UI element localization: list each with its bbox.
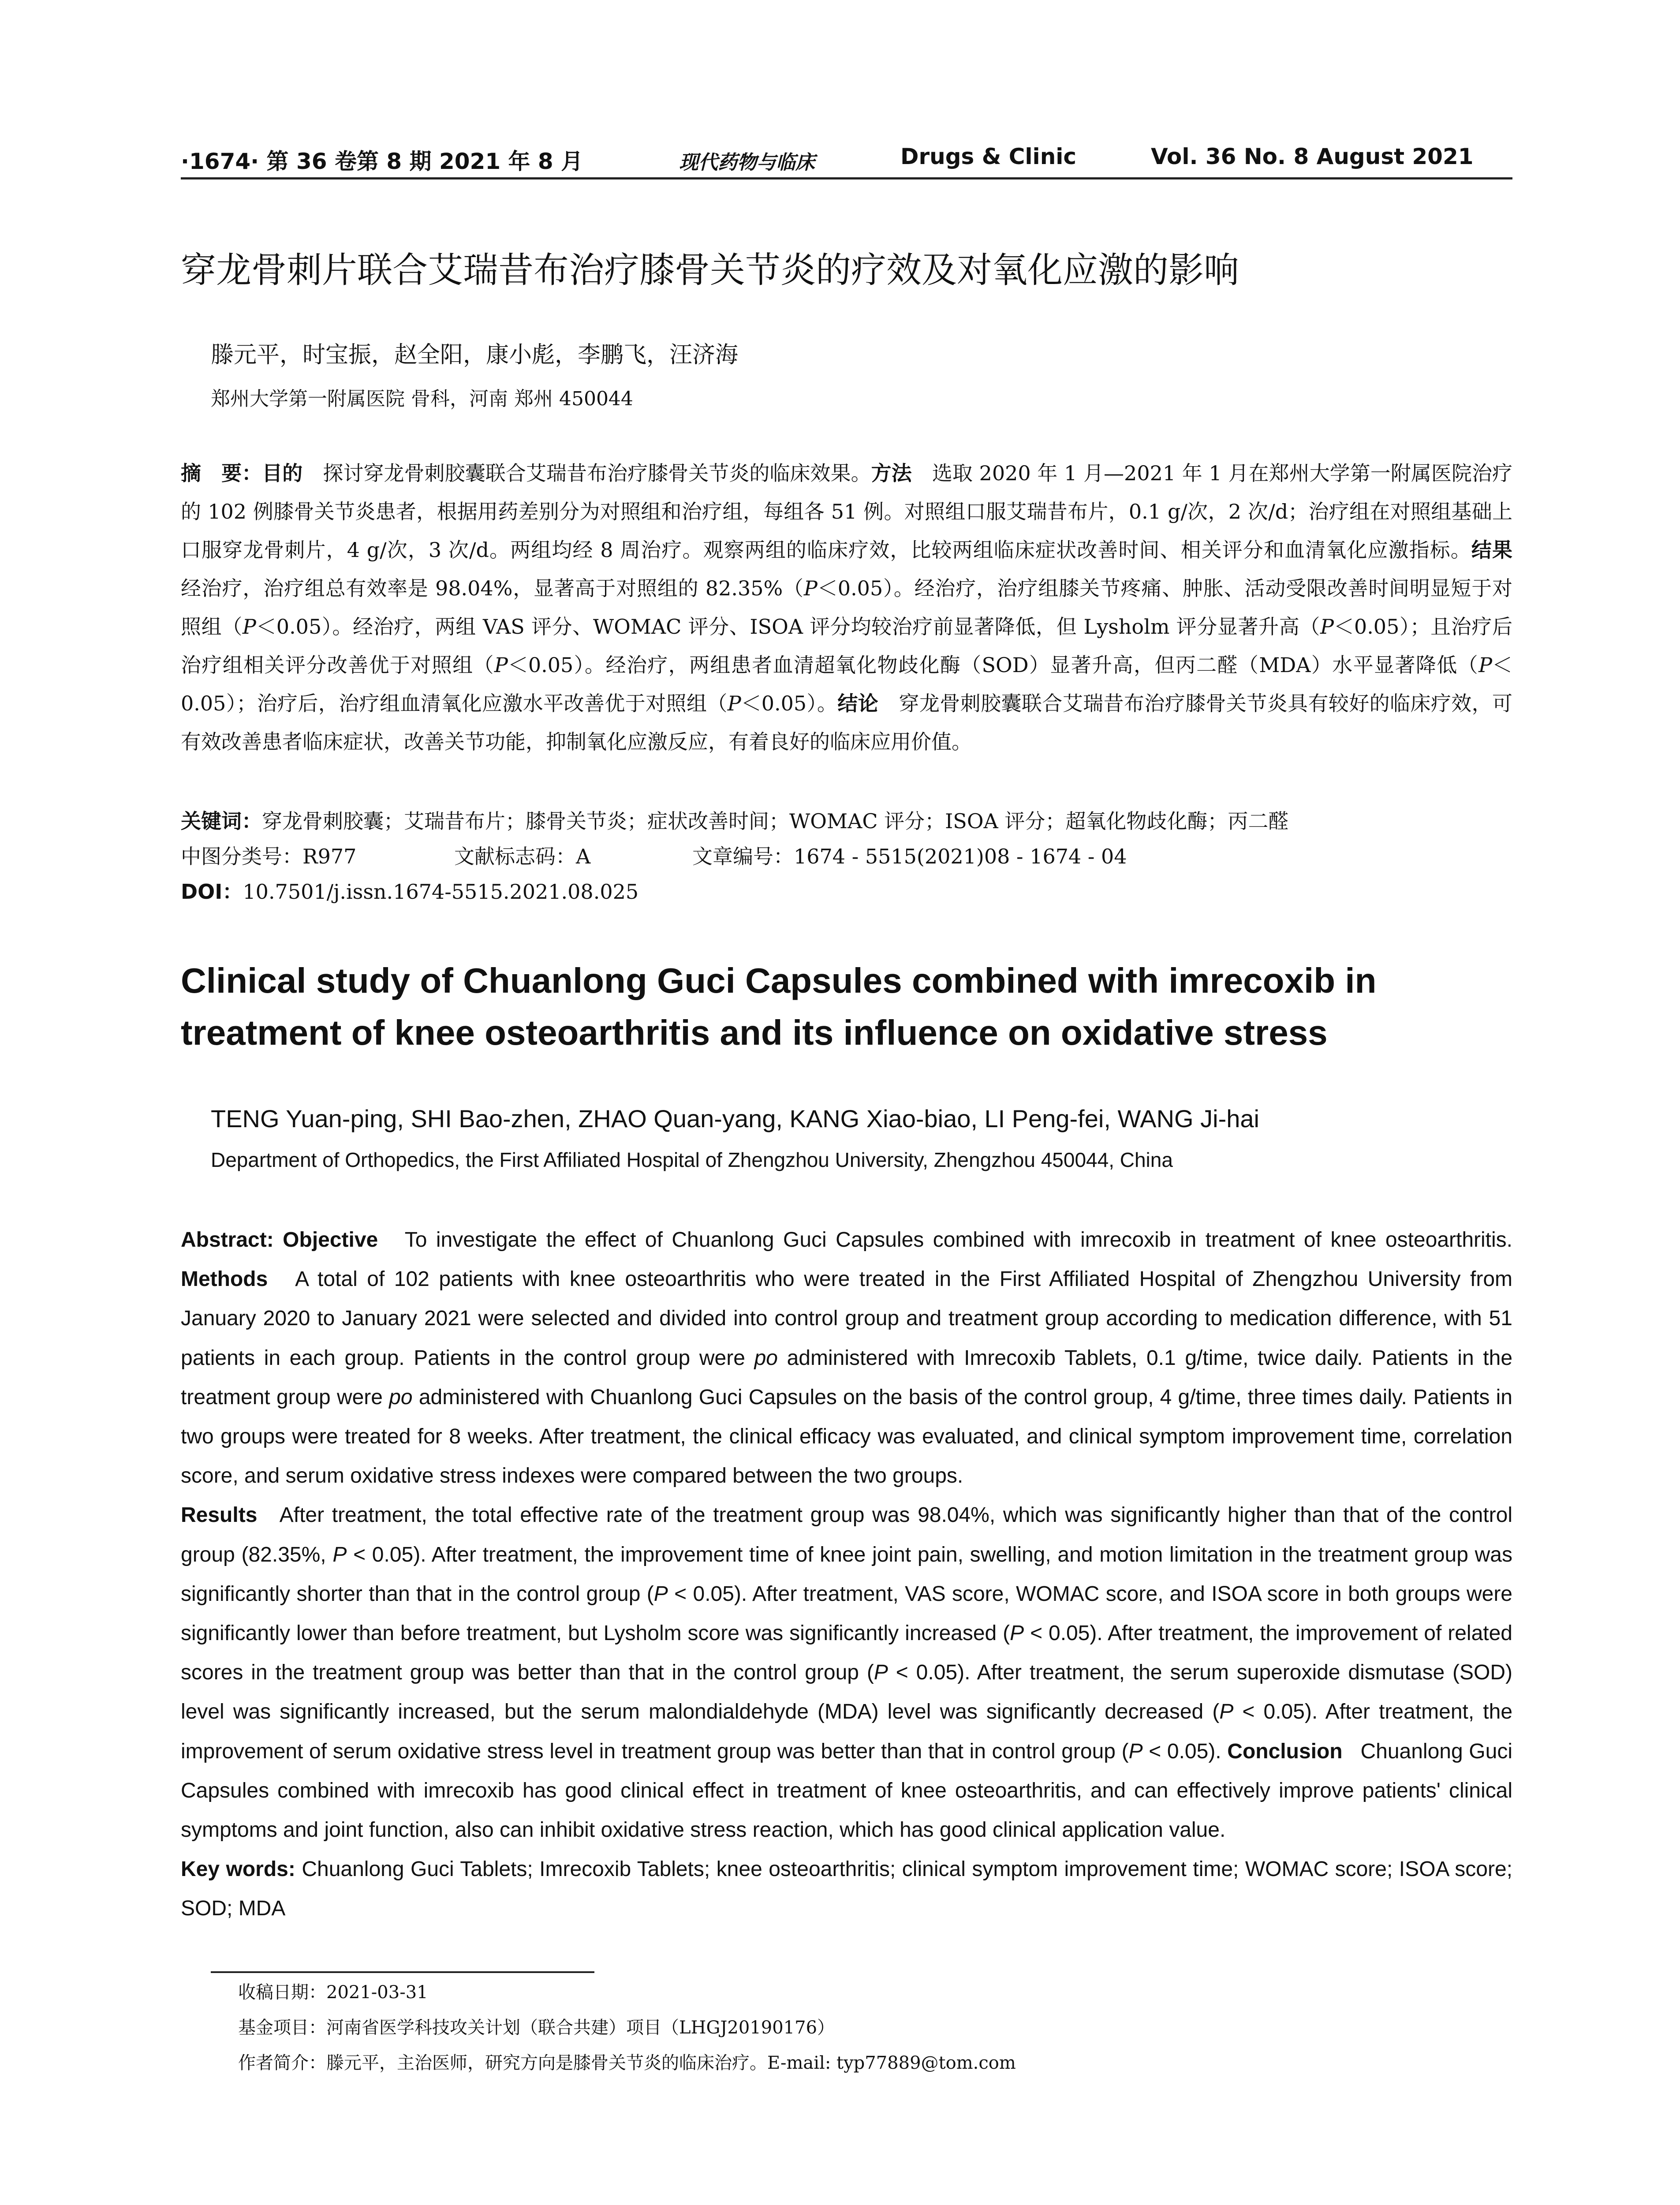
footnote-fund: 基金项目：河南省医学科技攻关计划（联合共建）项目（LHGJ20190176） (238, 2018, 835, 2038)
header-rule (181, 177, 1512, 179)
p-symbol: P (332, 1543, 347, 1566)
doi-value[interactable]: 10.7501/j.issn.1674-5515.2021.08.025 (243, 880, 639, 904)
clc-label: 中图分类号： (181, 845, 302, 868)
results-en-text: < 0.05). (1149, 1739, 1221, 1763)
results-en-text: < 0.05). After treatment, the improvement of serum oxidative stress level in treatment group was better than that in control group ( (181, 1700, 1513, 1763)
results-cn-text: 经治疗，治疗组总有效率是 98.04%，显著高于对照组的 82.35%（ (181, 576, 804, 600)
p-symbol: P (494, 653, 508, 677)
conclusion-en-label: Conclusion (1227, 1739, 1343, 1763)
authors-cn: 滕元平，时宝振，赵全阳，康小彪，李鹏飞，汪济海 (211, 342, 739, 368)
title-en: Clinical study of Chuanlong Guci Capsules combined with imrecoxib in treatment of knee osteoarthritis and its influence on oxidative stress (181, 961, 1377, 1052)
p-symbol: P (874, 1661, 888, 1685)
doi-line (181, 874, 1512, 909)
footnote-received: 收稿日期：2021-03-31 (238, 1982, 428, 2003)
results-cn-text: ＜0.05）；且治疗后治疗组相关评分改善优于对照组（ (181, 615, 1513, 677)
metadata-cn (181, 804, 1512, 909)
keywords-en-label: Key words: (181, 1857, 295, 1881)
classification-line (181, 839, 1512, 874)
methods-cn-label: 方法 (871, 461, 912, 485)
doi-label: DOI： (181, 880, 243, 904)
p-symbol: P (727, 691, 741, 715)
p-symbol: P (1320, 615, 1334, 639)
objective-en-label: Objective (283, 1228, 378, 1252)
header-page-issue: ·1674· 第 36 卷第 8 期 2021 年 8 月 (181, 149, 583, 174)
running-header (181, 140, 1512, 176)
objective-en-text: To investigate the effect of Chuanlong Guci Capsules combined with imrecoxib in treatment of knee osteoarthritis. (404, 1228, 1513, 1252)
keywords-cn-text: 穿龙骨刺胶囊；艾瑞昔布片；膝骨关节炎；症状改善时间；WOMAC 评分；ISOA 评分；超氧化物歧化酶；丙二醛 (262, 809, 1289, 833)
header-volume: Vol. 36 No. 8 August 2021 (1151, 144, 1474, 169)
conclusion-cn-text: 穿龙骨刺胶囊联合艾瑞昔布治疗膝骨关节炎具有较好的临床疗效，可有效改善患者临床症状，改善关节功能，抑制氧化应激反应，有着良好的临床应用价值。 (181, 691, 1513, 754)
abstract-en-label: Abstract: (181, 1228, 274, 1252)
authors-en: TENG Yuan-ping, SHI Bao-zhen, ZHAO Quan-yang, KANG Xiao-biao, LI Peng-fei, WANG Ji-hai (211, 1105, 1259, 1132)
doc-code-value: A (576, 845, 591, 868)
abstract-en (181, 1220, 1512, 1928)
doc-code-label: 文献标志码： (454, 845, 576, 868)
footnote-rule (211, 1971, 594, 1973)
po-abbrev: po (754, 1346, 778, 1370)
results-en-text: After treatment, the total effective rate of the treatment group was 98.04%, which was significantly higher than that of the control group (82.35%, (181, 1503, 1513, 1566)
p-symbol: P (803, 576, 818, 600)
p-symbol: P (1010, 1622, 1024, 1645)
title-cn: 穿龙骨刺片联合艾瑞昔布治疗膝骨关节炎的疗效及对氧化应激的影响 (181, 250, 1239, 291)
header-journal-cn: 现代药物与临床 (679, 151, 815, 174)
conclusion-en-text: Chuanlong Guci Capsules combined with imrecoxib has good clinical effect in treatment of knee osteoarthritis, and can effectively improve patients' clinical symptoms and joint function, also can inhibit oxidative stress reaction, which has good clinical application value. (181, 1739, 1512, 1842)
article-number-label: 文章编号： (692, 845, 794, 868)
article-number-value: 1674 - 5515(2021)08 - 1674 - 04 (794, 845, 1127, 868)
methods-en-label: Methods (181, 1267, 268, 1291)
results-cn-label: 结果 (1471, 538, 1512, 562)
results-en-text: < 0.05). After treatment, the serum superoxide dismutase (SOD) level was significantly increased, but the serum malondialdehyde (MDA) level was significantly decreased ( (181, 1661, 1512, 1724)
results-en-label: Results (181, 1503, 258, 1527)
footnote-author: 作者简介：滕元平，主治医师，研究方向是膝骨关节炎的临床治疗。E-mail: typ77889@tom.com (238, 2053, 1016, 2073)
po-abbrev: po (389, 1385, 413, 1409)
results-en-text: < 0.05). After treatment, the improvement time of knee joint pain, swelling, and motion limitation in the treatment group was significantly shorter than that in the control group ( (181, 1543, 1512, 1606)
p-symbol: P (1128, 1739, 1143, 1763)
methods-en-text: administered with Imrecoxib Tablets, 0.1 g/time, twice daily. Patients in the treatment group were (181, 1346, 1513, 1409)
p-symbol: P (242, 615, 256, 639)
results-en-text: < 0.05). After treatment, the improvement of related scores in the treatment group was better than that in the control group ( (181, 1622, 1512, 1685)
methods-en-text: A total of 102 patients with knee osteoarthritis who were treated in the First Affiliated Hospital of Zhengzhou University from January 2020 to January 2021 were selected and divided into control group and treatment group according to medication difference, with 51 patients in each group. Patients in the control group were (181, 1267, 1513, 1370)
results-cn-text: ＜0.05）。经治疗，两组 VAS 评分、WOMAC 评分、ISOA 评分均较治疗前显著降低，但 Lysholm 评分显著升高（ (256, 615, 1320, 639)
results-cn-text: ＜0.05）。 (741, 691, 838, 715)
objective-cn-text: 探讨穿龙骨刺胶囊联合艾瑞昔布治疗膝骨关节炎的临床效果。 (323, 461, 871, 485)
header-journal-en: Drugs & Clinic (900, 144, 1077, 169)
abstract-cn-label: 摘 要： (181, 461, 262, 485)
clc-value: R977 (302, 845, 357, 868)
results-cn-text: ＜0.05）。经治疗，治疗组膝关节疼痛、肿胀、活动受限改善时间明显短于对照组（ (181, 576, 1513, 639)
p-symbol: P (1478, 653, 1493, 677)
conclusion-cn-label: 结论 (837, 691, 879, 715)
keywords-en-text: Chuanlong Guci Tablets; Imrecoxib Tablets; knee osteoarthritis; clinical symptom improvement time; WOMAC score; ISOA score; SOD; MDA (181, 1857, 1512, 1921)
keywords-cn (181, 804, 1512, 839)
methods-en-text: administered with Chuanlong Guci Capsules on the basis of the control group, 4 g/time, three times daily. Patients in two groups were treated for 8 weeks. After treatment, the clinical efficacy was evaluated, and clinical symptom improvement time, correlation score, and serum oxidative stress indexes were compared between the two groups. (181, 1385, 1512, 1488)
p-symbol: P (653, 1582, 668, 1606)
results-en-text: < 0.05). After treatment, VAS score, WOMAC score, and ISOA score in both groups were significantly lower than before treatment, but Lysholm score was significantly increased ( (181, 1582, 1513, 1645)
methods-cn-text: 选取 2020 年 1 月—2021 年 1 月在郑州大学第一附属医院治疗的 102 例膝骨关节炎患者，根据用药差别分为对照组和治疗组，每组各 51 例。对照组口服艾瑞昔布片，0.1 g/次，2 次/d；治疗组在对照组基础上口服穿龙骨刺片，4 g/次，3 次/d。两组均经 8 周治疗。观察两组的临床疗效，比较两组临床症状改善时间、相关评分和血清氧化应激指标。 (181, 461, 1513, 562)
abstract-cn (181, 454, 1512, 761)
p-symbol: P (1219, 1700, 1234, 1724)
keywords-cn-label: 关键词： (181, 809, 262, 833)
results-cn-text: ＜0.05）；治疗后，治疗组血清氧化应激水平改善优于对照组（ (181, 653, 1513, 715)
objective-cn-label: 目的 (262, 461, 303, 485)
affiliation-en: Department of Orthopedics, the First Affiliated Hospital of Zhengzhou University, Zhengzhou 450044, China (211, 1148, 1173, 1171)
affiliation-cn: 郑州大学第一附属医院 骨科，河南 郑州 450044 (211, 388, 633, 410)
results-cn-text: ＜0.05）。经治疗，两组患者血清超氧化物歧化酶（SOD）显著升高，但丙二醛（MDA）水平显著降低（ (508, 653, 1479, 677)
